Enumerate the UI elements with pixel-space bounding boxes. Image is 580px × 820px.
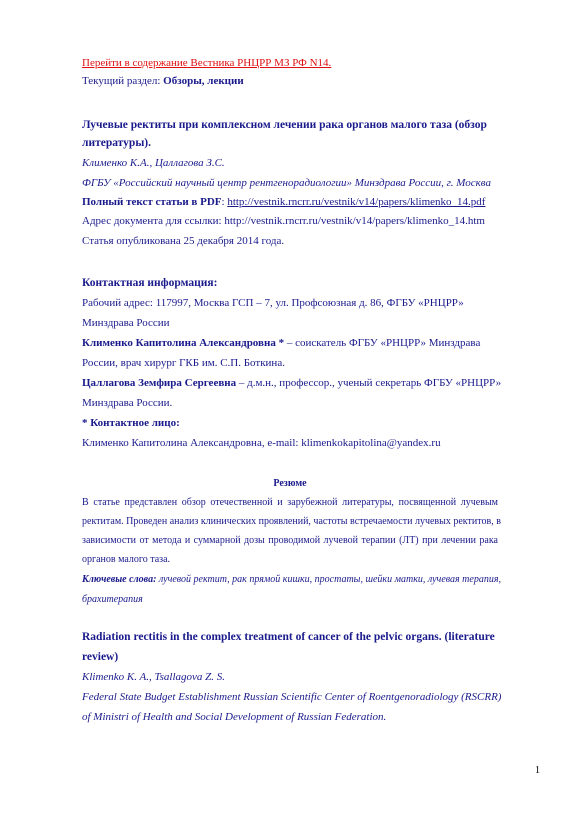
keywords-line2: брахитерапия (82, 594, 143, 605)
resume-heading: Резюме (273, 478, 307, 489)
person2-desc-line2: Минздрава России. (82, 397, 173, 409)
english-authors: Klimenko K. A., Tsallagova Z. S. (82, 671, 226, 683)
current-section (82, 74, 244, 88)
contact-person: Клименко Капитолина Александровна, e-mail: klimenkokapitolina@yandex.ru (82, 437, 441, 449)
keywords-line1 (82, 573, 501, 587)
keywords-label: Ключевые слова: (82, 574, 157, 585)
person1-desc-line1: – соискатель ФГБУ «РНЦРР» Минздрава (284, 337, 481, 349)
person2-name: Цаллагова Земфира Сергеевна (82, 377, 237, 389)
toc-link[interactable]: Перейти в содержание Вестника РНЦРР МЗ РФ N14. (82, 57, 332, 69)
pdf-line (82, 195, 485, 209)
article-institution: ФГБУ «Российский научный центр рентгенорадиологии» Минздрава России, г. Москва (82, 177, 491, 189)
article-title-line2: литературы). (82, 137, 152, 149)
address-line: Адрес документа для ссылки: http://vestnik.rncrr.ru/vestnik/v14/papers/klimenko_14.htm (82, 215, 485, 227)
work-address-line2: Минздрава России (82, 317, 170, 329)
english-title-line2: review) (82, 651, 119, 663)
english-title-line1: Radiation rectitis in the complex treatment of cancer of the pelvic organs. (literature (82, 631, 495, 643)
person1-line1 (82, 336, 480, 350)
contact-person-heading: * Контактное лицо: (82, 417, 180, 429)
english-institution-line1: Federal State Budget Establishment Russian Scientific Center of Roentgenoradiology (RSCRR) (82, 691, 502, 703)
pdf-label: Полный текст статьи в PDF (82, 196, 222, 208)
section-name: Обзоры, лекции (163, 75, 244, 87)
resume-line: органов малого таза. (82, 554, 171, 565)
keywords-text: лучевой ректит, рак прямой кишки, простаты, шейки матки, лучевая терапия, (156, 574, 501, 585)
person2-desc-line1: – д.м.н., профессор., ученый секретарь ФГБУ «РНЦРР» (236, 377, 502, 389)
person2-line1 (82, 376, 501, 390)
pdf-colon: : (221, 196, 228, 208)
published-date: Статья опубликована 25 декабря 2014 года. (82, 235, 285, 247)
resume-line: зависимости от метода и суммарной дозы проводимой лучевой терапии (ЛТ) при лечении рака (82, 535, 498, 546)
person1-desc-line2: России, врач хирург ГКБ им. С.П. Боткина. (82, 357, 285, 369)
section-prefix: Текущий раздел: (82, 75, 164, 87)
page-number: 1 (535, 765, 540, 776)
resume-line: ректитам. Проведен анализ клинических проявлений, частоты встречаемости лучевых ректитов, в (82, 516, 501, 527)
resume-line: В статье представлен обзор отечественной и зарубежной литературы, посвященной лучевым (82, 497, 498, 508)
article-authors: Клименко К.А., Цаллагова З.С. (82, 157, 225, 169)
work-address-line1: Рабочий адрес: 117997, Москва ГСП – 7, ул. Профсоюзная д. 86, ФГБУ «РНЦРР» (82, 297, 464, 309)
english-institution-line2: of Ministri of Health and Social Development of Russian Federation. (82, 711, 387, 723)
article-title-line1: Лучевые ректиты при комплексном лечении рака органов малого таза (обзор (82, 119, 487, 131)
person1-name: Клименко Капитолина Александровна * (82, 337, 285, 349)
contacts-heading: Контактная информация: (82, 277, 218, 289)
pdf-link[interactable]: http://vestnik.rncrr.ru/vestnik/v14/papers/klimenko_14.pdf (227, 196, 486, 208)
